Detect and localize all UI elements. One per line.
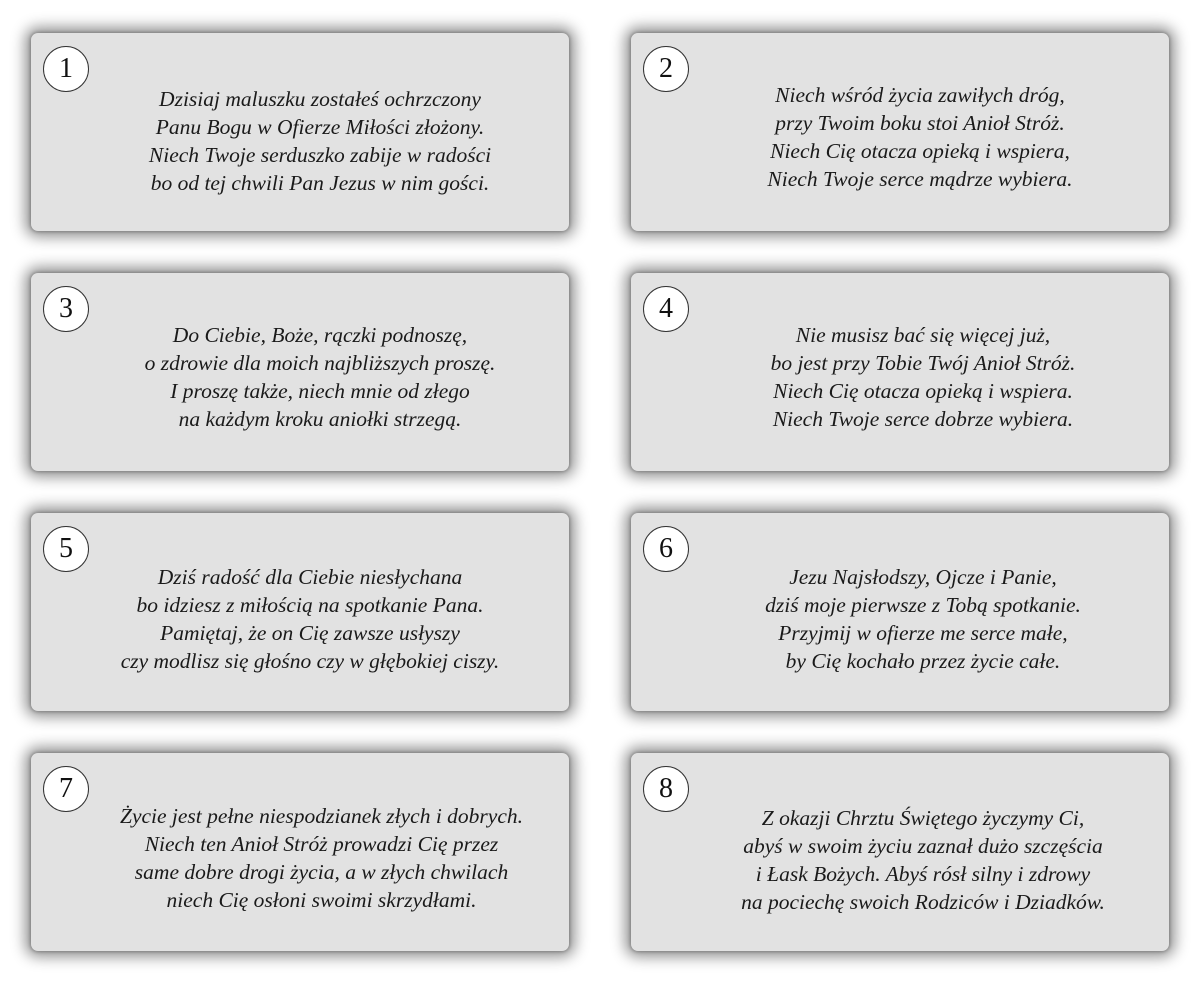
card-number-badge: 6	[643, 526, 689, 572]
card-number-badge: 8	[643, 766, 689, 812]
verse-line: I proszę także, niech mnie od złego	[170, 379, 470, 403]
verse-line: Niech ten Anioł Stróż prowadzi Cię przez	[144, 832, 499, 856]
verse-line: czy modlisz się głośno czy w głębokiej ciszy.	[120, 649, 500, 673]
card-number-badge: 1	[43, 46, 89, 92]
verse-line: i Łask Bożych. Abyś rósł silny i zdrowy	[755, 862, 1091, 886]
verse-line: Niech Twoje serduszko zabije w radości	[148, 143, 492, 167]
card-verse	[631, 81, 1169, 193]
wish-card-6	[631, 513, 1169, 711]
verse-line: Przyjmij w ofierze me serce małe,	[778, 621, 1068, 645]
verse-line: by Cię kochało przez życie całe.	[785, 649, 1061, 673]
verse-line: Z okazji Chrztu Świętego życzymy Ci,	[761, 806, 1085, 830]
verse-line: Niech Cię otacza opieką i wspiera,	[770, 139, 1070, 163]
card-verse	[631, 563, 1169, 675]
verse-line: Niech Twoje serce mądrze wybiera.	[767, 167, 1073, 191]
verse-line: bo od tej chwili Pan Jezus w nim gości.	[150, 171, 490, 195]
verse-line: Panu Bogu w Ofierze Miłości złożony.	[155, 115, 485, 139]
verse-line: na każdym kroku aniołki strzegą.	[178, 407, 462, 431]
verse-line: same dobre drogi życia, a w złych chwilach	[134, 860, 509, 884]
card-verse	[631, 321, 1169, 433]
wish-card-7	[31, 753, 569, 951]
verse-line: bo jest przy Tobie Twój Anioł Stróż.	[770, 351, 1076, 375]
verse-line: o zdrowie dla moich najbliższych proszę.	[144, 351, 496, 375]
wish-card-3	[31, 273, 569, 471]
verse-line: na pociechę swoich Rodziców i Dziadków.	[741, 890, 1105, 914]
wish-card-1	[31, 33, 569, 231]
card-verse	[31, 85, 569, 197]
card-verse	[31, 321, 569, 433]
verse-line: Życie jest pełne niespodzianek złych i dobrych.	[119, 804, 523, 828]
wish-card-2	[631, 33, 1169, 231]
verse-line: Dziś radość dla Ciebie niesłychana	[157, 565, 463, 589]
card-number-badge: 4	[643, 286, 689, 332]
verse-line: Pamiętaj, że on Cię zawsze usłyszy	[160, 621, 460, 645]
card-verse	[31, 563, 569, 675]
card-verse	[31, 802, 569, 914]
verse-line: bo idziesz z miłością na spotkanie Pana.	[136, 593, 484, 617]
verse-line: przy Twoim boku stoi Anioł Stróż.	[775, 111, 1065, 135]
verse-line: Jezu Najsłodszy, Ojcze i Panie,	[789, 565, 1057, 589]
verse-line: Do Ciebie, Boże, rączki podnoszę,	[172, 323, 468, 347]
card-number-badge: 2	[643, 46, 689, 92]
card-number-badge: 5	[43, 526, 89, 572]
verse-line: niech Cię osłoni swoimi skrzydłami.	[166, 888, 477, 912]
verse-line: Niech Cię otacza opieką i wspiera.	[773, 379, 1073, 403]
card-number-badge: 3	[43, 286, 89, 332]
wish-card-4	[631, 273, 1169, 471]
card-number-badge: 7	[43, 766, 89, 812]
verse-line: Niech wśród życia zawiłych dróg,	[775, 83, 1065, 107]
wish-card-8	[631, 753, 1169, 951]
verse-line: abyś w swoim życiu zaznał dużo szczęścia	[743, 834, 1103, 858]
verse-line: dziś moje pierwsze z Tobą spotkanie.	[765, 593, 1081, 617]
card-verse	[631, 804, 1169, 916]
verse-line: Niech Twoje serce dobrze wybiera.	[772, 407, 1074, 431]
verse-line: Nie musisz bać się więcej już,	[795, 323, 1051, 347]
wish-card-5	[31, 513, 569, 711]
verse-line: Dzisiaj maluszku zostałeś ochrzczony	[159, 87, 481, 111]
